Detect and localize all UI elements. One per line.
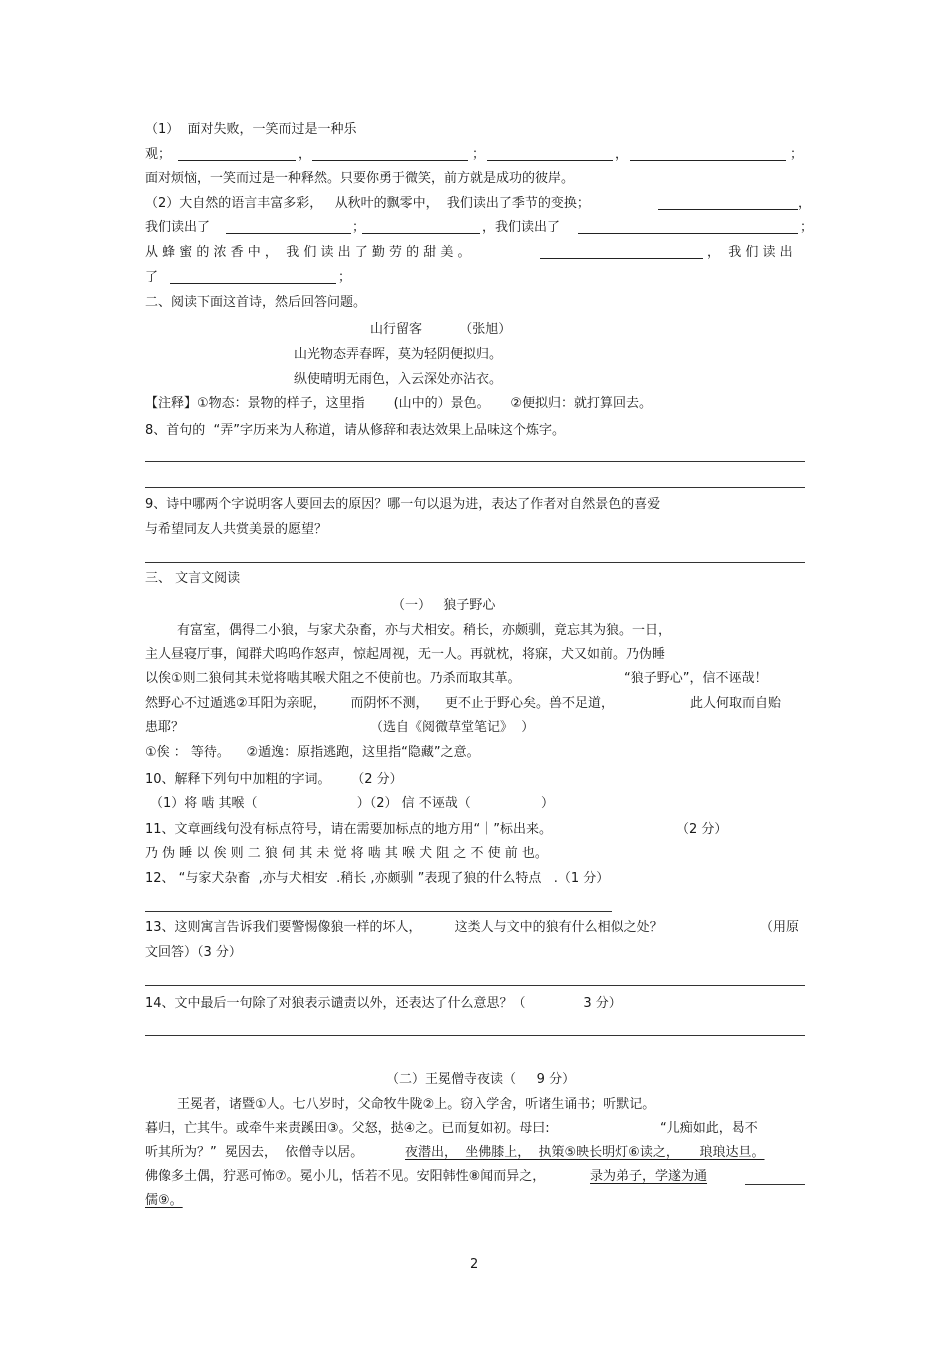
q-line-5-mid: ，我们读出了 [482, 220, 561, 235]
sep: ； [800, 220, 814, 235]
passage-2-underlined: 儒⑨。 [145, 1193, 183, 1208]
question-9-line-1: 9、诗中哪两个字说明客人要回去的原因？哪一句以退为进，表达了作者对自然景色的喜爱 [145, 497, 661, 512]
passage-1-line: 主人昼寝厅事，闻群犬呜呜作怒声，惊起周视，无一人。再就枕，将寐，犬又如前。乃伪睡 [145, 647, 666, 662]
question-11: 11、文章画线句没有标点符号，请在需要加标点的地方用“｜”标出来。 [145, 822, 553, 837]
passage-2-line: 佛像多土偶，狞恶可怖⑦。冕小儿，恬若不见。安阳韩性⑧闻而异之， [145, 1169, 546, 1184]
q-line-3: 面对烦恼，一笑而过是一种释然。只要你勇于微笑，前方就是成功的彼岸。 [145, 171, 575, 186]
fill-blank-8[interactable] [578, 219, 798, 234]
question-12: 12、 “与家犬杂畜 ,亦与犬相安 .稍长 ,亦颇驯 ”表现了狼的什么特点 .（1 分） [145, 871, 610, 886]
sep: ； [352, 220, 366, 235]
passage-2-line: 听其所为？” 冕因去， 依僧寺以居。 [145, 1145, 364, 1160]
passage-2-underlined: 录为弟子，学遂为通 [590, 1169, 708, 1184]
section-3-heading: 三、 文言文阅读 [145, 571, 241, 586]
sep: ， [615, 147, 629, 162]
passage-1-line: 患耶？ [145, 720, 185, 735]
question-14: 14、文中最后一句除了对狼表示谴责以外，还表达了什么意思？（ 3 分） [145, 996, 622, 1011]
poem-line-2: 纵使晴明无雨色，入云深处亦沾衣。 [294, 372, 503, 387]
passage-1-title: （一） 狼子野心 [392, 598, 496, 613]
answer-line[interactable] [145, 911, 612, 912]
question-10: 10、解释下列句中加粗的字词。 （2 分） [145, 772, 403, 787]
q-line-5-start: 我们读出了 [145, 220, 211, 235]
fill-blank-1[interactable] [178, 146, 296, 161]
passage-2-line: 暮归，亡其牛。或牵牛来责蹊田③。父怒，挞④之。已而复如初。母曰: [145, 1121, 550, 1136]
sep: ； [472, 147, 486, 162]
question-13-line-2: 文回答）（3 分） [145, 945, 242, 960]
sep: ， [298, 147, 312, 162]
passage-1-line: 以俟①则二狼伺其未觉将啮其喉犬阻之不使前也。乃杀而取其革。 [145, 671, 521, 686]
answer-line[interactable] [145, 461, 805, 462]
answer-line[interactable] [145, 1035, 805, 1036]
fill-blank-5[interactable] [658, 195, 798, 210]
page-number: 2 [470, 1257, 479, 1272]
poem-note: 【注释】①物态：景物的样子，这里指 (山中的）景色。 ②便拟归：就打算回去。 [145, 396, 652, 411]
sep: ； [338, 270, 352, 285]
fill-blank-2[interactable] [312, 146, 468, 161]
question-11-score: （2 分） [676, 822, 728, 837]
q-line-6: 从 蜂 蜜 的 浓 香 中 ， 我 们 读 出 了 勤 劳 的 甜 美 。 [145, 245, 471, 260]
passage-1-source: （选自《阅微草堂笔记》 ） [370, 720, 535, 735]
passage-1-line: 有富室，偶得二小狼，与家犬杂畜，亦与犬相安。稍长，亦颇驯，竟忘其为狼。一日， [177, 623, 672, 638]
question-9-line-2: 与希望同友人共赏美景的愿望？ [145, 522, 328, 537]
fill-blank-3[interactable] [487, 146, 613, 161]
q-line-7-start: 了 [145, 270, 159, 285]
passage-1-line: 此人何取而自贻 [690, 696, 782, 711]
passage-1-notes: ①俟 ： 等待。 ②遁逸：原指逃跑，这里指“隐藏”之意。 [145, 745, 480, 760]
passage-2-line: “儿痴如此，曷不 [660, 1121, 758, 1136]
question-10-items: （1）将 啮 其喉（ ）（2） 信 不诬哉（ ） [150, 796, 554, 811]
sep: ， [798, 196, 812, 211]
question-13-line-1: 13、这则寓言告诉我们要警惕像狼一样的坏人， 这类人与文中的狼有什么相似之处？ [145, 920, 663, 935]
fill-blank-9[interactable] [540, 244, 703, 259]
passage-1-line: “狼子野心”，信不诬哉！ [624, 671, 768, 686]
q-line-4: （2）大自然的语言丰富多彩， 从秋叶的飘零中， 我们读出了季节的变换； [145, 196, 590, 211]
underline-extension [745, 1184, 805, 1185]
question-11-text: 乃 伪 睡 以 俟 则 二 狼 伺 其 未 觉 将 啮 其 喉 犬 阻 之 不 使 前 也。 [145, 846, 548, 861]
question-13-line-1-end: （用原 [760, 920, 800, 935]
passage-1-line: 然野心不过遁逃②耳阳为亲昵， 而阴怀不测， 更不止于野心矣。兽不足道， [145, 696, 614, 711]
question-8: 8、首句的 “弄”字历来为人称道，请从修辞和表达效果上品味这个炼字。 [145, 423, 566, 438]
answer-line[interactable] [145, 487, 805, 488]
poem-line-1: 山光物态弄春晖，莫为轻阴便拟归。 [294, 347, 503, 362]
fill-blank-7[interactable] [362, 219, 480, 234]
passage-2-line: 王冕者，诸暨①人。七八岁时，父命牧牛陇②上。窃入学舍，听诸生诵书；听默记。 [177, 1097, 656, 1112]
q-line-6-end: ， 我 们 读 出 [707, 245, 793, 260]
passage-2-title: （二）王冕僧寺夜读（ 9 分） [386, 1072, 576, 1087]
section-2-heading: 二、阅读下面这首诗，然后回答问题。 [145, 295, 367, 310]
fill-blank-10[interactable] [170, 269, 336, 284]
q-line-1: （1） 面对失败，一笑而过是一种乐 [145, 122, 357, 137]
poem-title: 山行留客 （张旭） [370, 322, 512, 337]
answer-line[interactable] [145, 562, 805, 563]
sep: ； [790, 147, 804, 162]
fill-blank-4[interactable] [630, 146, 786, 161]
q-line-2-start: 观； [145, 147, 172, 162]
answer-line[interactable] [145, 985, 805, 986]
passage-2-underlined: 夜潜出， 坐佛膝上， 执策⑤映长明灯⑥读之， 琅琅达旦。 [405, 1145, 765, 1160]
fill-blank-6[interactable] [226, 219, 351, 234]
